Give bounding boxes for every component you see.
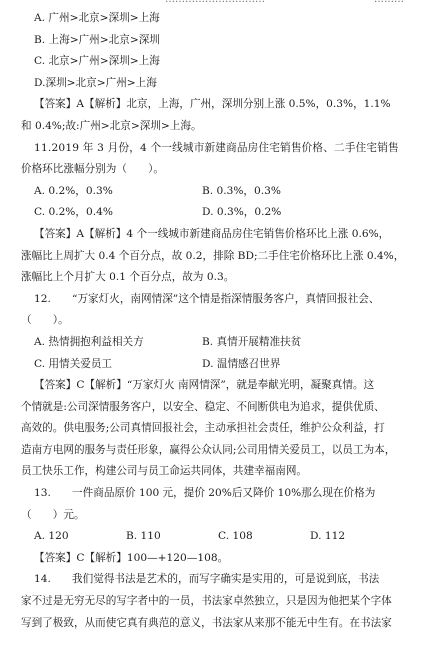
q13-stem-line: 13. 一件商品原价 100 元，提价 20%后又降价 10%那么现在价格为 bbox=[34, 487, 376, 500]
page-header-cropped bbox=[0, 0, 438, 5]
q10-option-d: D.深圳>北京>广州>上海 bbox=[34, 76, 157, 89]
q11-option-c: C. 0.2%，0.4% bbox=[34, 206, 113, 219]
q14-stem-line: 写到了极致，从而使它真有典范的意义，书法家从来那不能无中生有。在书法家 bbox=[21, 616, 392, 629]
q10-option-a: A. 广州>北京>深圳>上海 bbox=[34, 12, 160, 24]
q13-option-a: A. 120 bbox=[34, 530, 69, 543]
q10-option-c: C. 北京>广州>深圳>上海 bbox=[34, 55, 160, 68]
q13-option-b: B. 110 bbox=[126, 530, 161, 543]
q12-answer-line: 员工快乐工作，构建公司与员工命运共同体，共建幸福南网。 bbox=[21, 465, 308, 478]
q12-answer-line: 高效的。供电服务;公司真情回报社会，主动承担社会责任，维护公众利益，打 bbox=[21, 422, 385, 435]
q14-stem-line: 14. 我们觉得书法是艺术的，而写字确实是实用的，可是说到底，书法 bbox=[34, 573, 380, 586]
q13-stem-line: （ ）元。 bbox=[21, 508, 85, 521]
q12-stem-line: 12. “万家灯火，南网情深”这个情是指深情服务客户，真情回报社会、 bbox=[34, 292, 380, 305]
q14-stem-line: 家不过是无穷无尽的写字者中的一员，书法家卓然独立，只是因为他把某个字体 bbox=[21, 595, 392, 608]
q12-answer-line: 个情就是:公司深情服务客户，以安全、稳定、不间断供电为追求，提供优质、 bbox=[21, 400, 385, 413]
q12-options-row bbox=[21, 332, 425, 354]
q13-option-c: C. 108 bbox=[218, 530, 253, 543]
header-page-number bbox=[374, 0, 404, 5]
header-title bbox=[165, 0, 265, 5]
q11-option-d: D. 0.3%，0.2% bbox=[202, 206, 282, 219]
q11-stem-line: 11.2019 年 3 月份，4 个一线城市新建商品房住宅销售价格、二手住宅销售 bbox=[34, 141, 399, 154]
q10-answer-line: 【答案】A【解析】北京，上海，广州，深圳分别上涨 0.5%，0.3%，1.1% bbox=[34, 98, 391, 111]
q11-options-row bbox=[21, 181, 425, 203]
q11-option-b: B. 0.3%，0.3% bbox=[202, 184, 281, 197]
q12-stem-line: （ ）。 bbox=[21, 314, 69, 327]
q12-option-d: D. 温情感召世界 bbox=[202, 357, 281, 370]
q10-option-b: B. 上海>广州>北京>深圳 bbox=[34, 33, 160, 46]
q12-option-b: B. 真情开展精准扶贫 bbox=[202, 335, 302, 348]
q13-option-d: D. 112 bbox=[310, 530, 346, 543]
q12-answer-line: 【答案】C【解析】“万家灯火 南网情深”，就是奉献光明，凝聚真情。这 bbox=[34, 379, 375, 392]
q13-answer-line: 【答案】C【解析】100—+120—108。 bbox=[34, 551, 229, 564]
q12-option-a: A. 热情拥抱利益相关方 bbox=[34, 335, 144, 348]
q11-options-row bbox=[21, 202, 425, 224]
q11-option-a: A. 0.2%，0.3% bbox=[34, 184, 113, 197]
q11-answer-line: 【答案】A【解析】4 个一线城市新建商品房住宅销售价格环比上涨 0.6%， bbox=[34, 227, 390, 240]
document-page bbox=[21, 8, 425, 634]
q11-answer-line: 涨幅比上个月扩大 0.1 个百分点，故为 0.3。 bbox=[21, 271, 235, 284]
q12-option-c: C. 用情关爱员工 bbox=[34, 357, 113, 370]
q12-answer-line: 造南方电网的服务与责任形象，赢得公众认同;公司用情关爱员工，以员工为本， bbox=[21, 443, 396, 456]
q11-answer-line: 涨幅比上周扩大 0.4 个百分点，故 0.2，排除 BD;二手住宅价格环比上涨 0.4%， bbox=[21, 249, 405, 262]
q11-stem-line: 价格环比涨幅分别为（ ）。 bbox=[21, 163, 165, 176]
q10-answer-line: 和 0.4%;故:广州>北京>深圳>上海。 bbox=[21, 119, 202, 132]
q12-options-row bbox=[21, 354, 425, 376]
q13-options-row bbox=[21, 526, 425, 548]
